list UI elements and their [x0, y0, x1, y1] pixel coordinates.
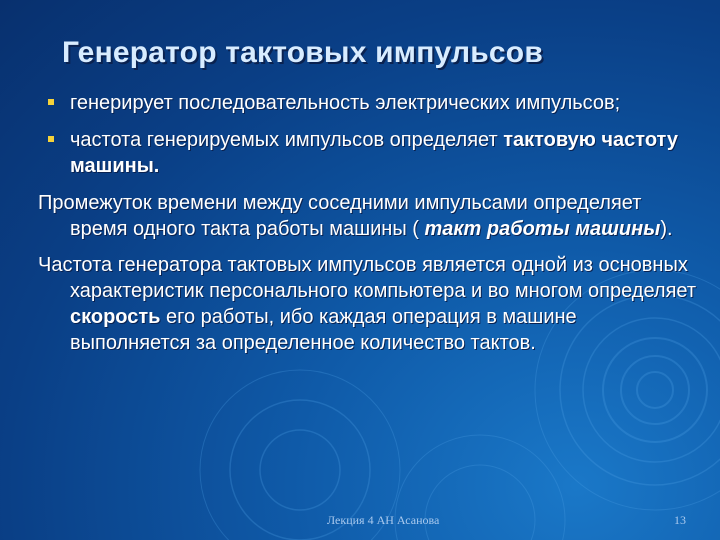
paragraph-clock-frequency [38, 252, 698, 356]
page-number: 13 [674, 513, 686, 527]
paragraph-text: Частота генератора тактовых импульсов является одной из основных характеристик персонального компьютера и во многом определяет [38, 254, 697, 302]
bullet-text: генерирует последовательность электрических импульсов; [70, 92, 621, 114]
paragraph-text: Промежуток времени между соседними импульсами определяет время одного такта работы машины ( [38, 192, 642, 240]
footer-author: Лекция 4 АН Асанова [327, 513, 440, 527]
paragraph-clock-period [38, 190, 698, 242]
paragraph-tail: ). [660, 218, 673, 240]
slide-content [38, 90, 698, 366]
slide-title: Генератор тактовых импульсов [62, 36, 543, 69]
bullet-item [38, 90, 698, 116]
bullet-item [38, 127, 698, 179]
paragraph-bold: скорость [70, 306, 161, 328]
bullet-square-icon [48, 136, 54, 142]
bullet-text: частота генерируемых импульсов определяет [70, 129, 504, 151]
bullet-bold-text: тактовую частоту машины. [70, 129, 678, 177]
paragraph-text-end: его работы, ибо каждая операция в машине выполняется за определенное количество тактов. [70, 306, 577, 354]
paragraph-emphasis: такт работы машины [418, 218, 661, 240]
bullet-square-icon [48, 99, 54, 105]
